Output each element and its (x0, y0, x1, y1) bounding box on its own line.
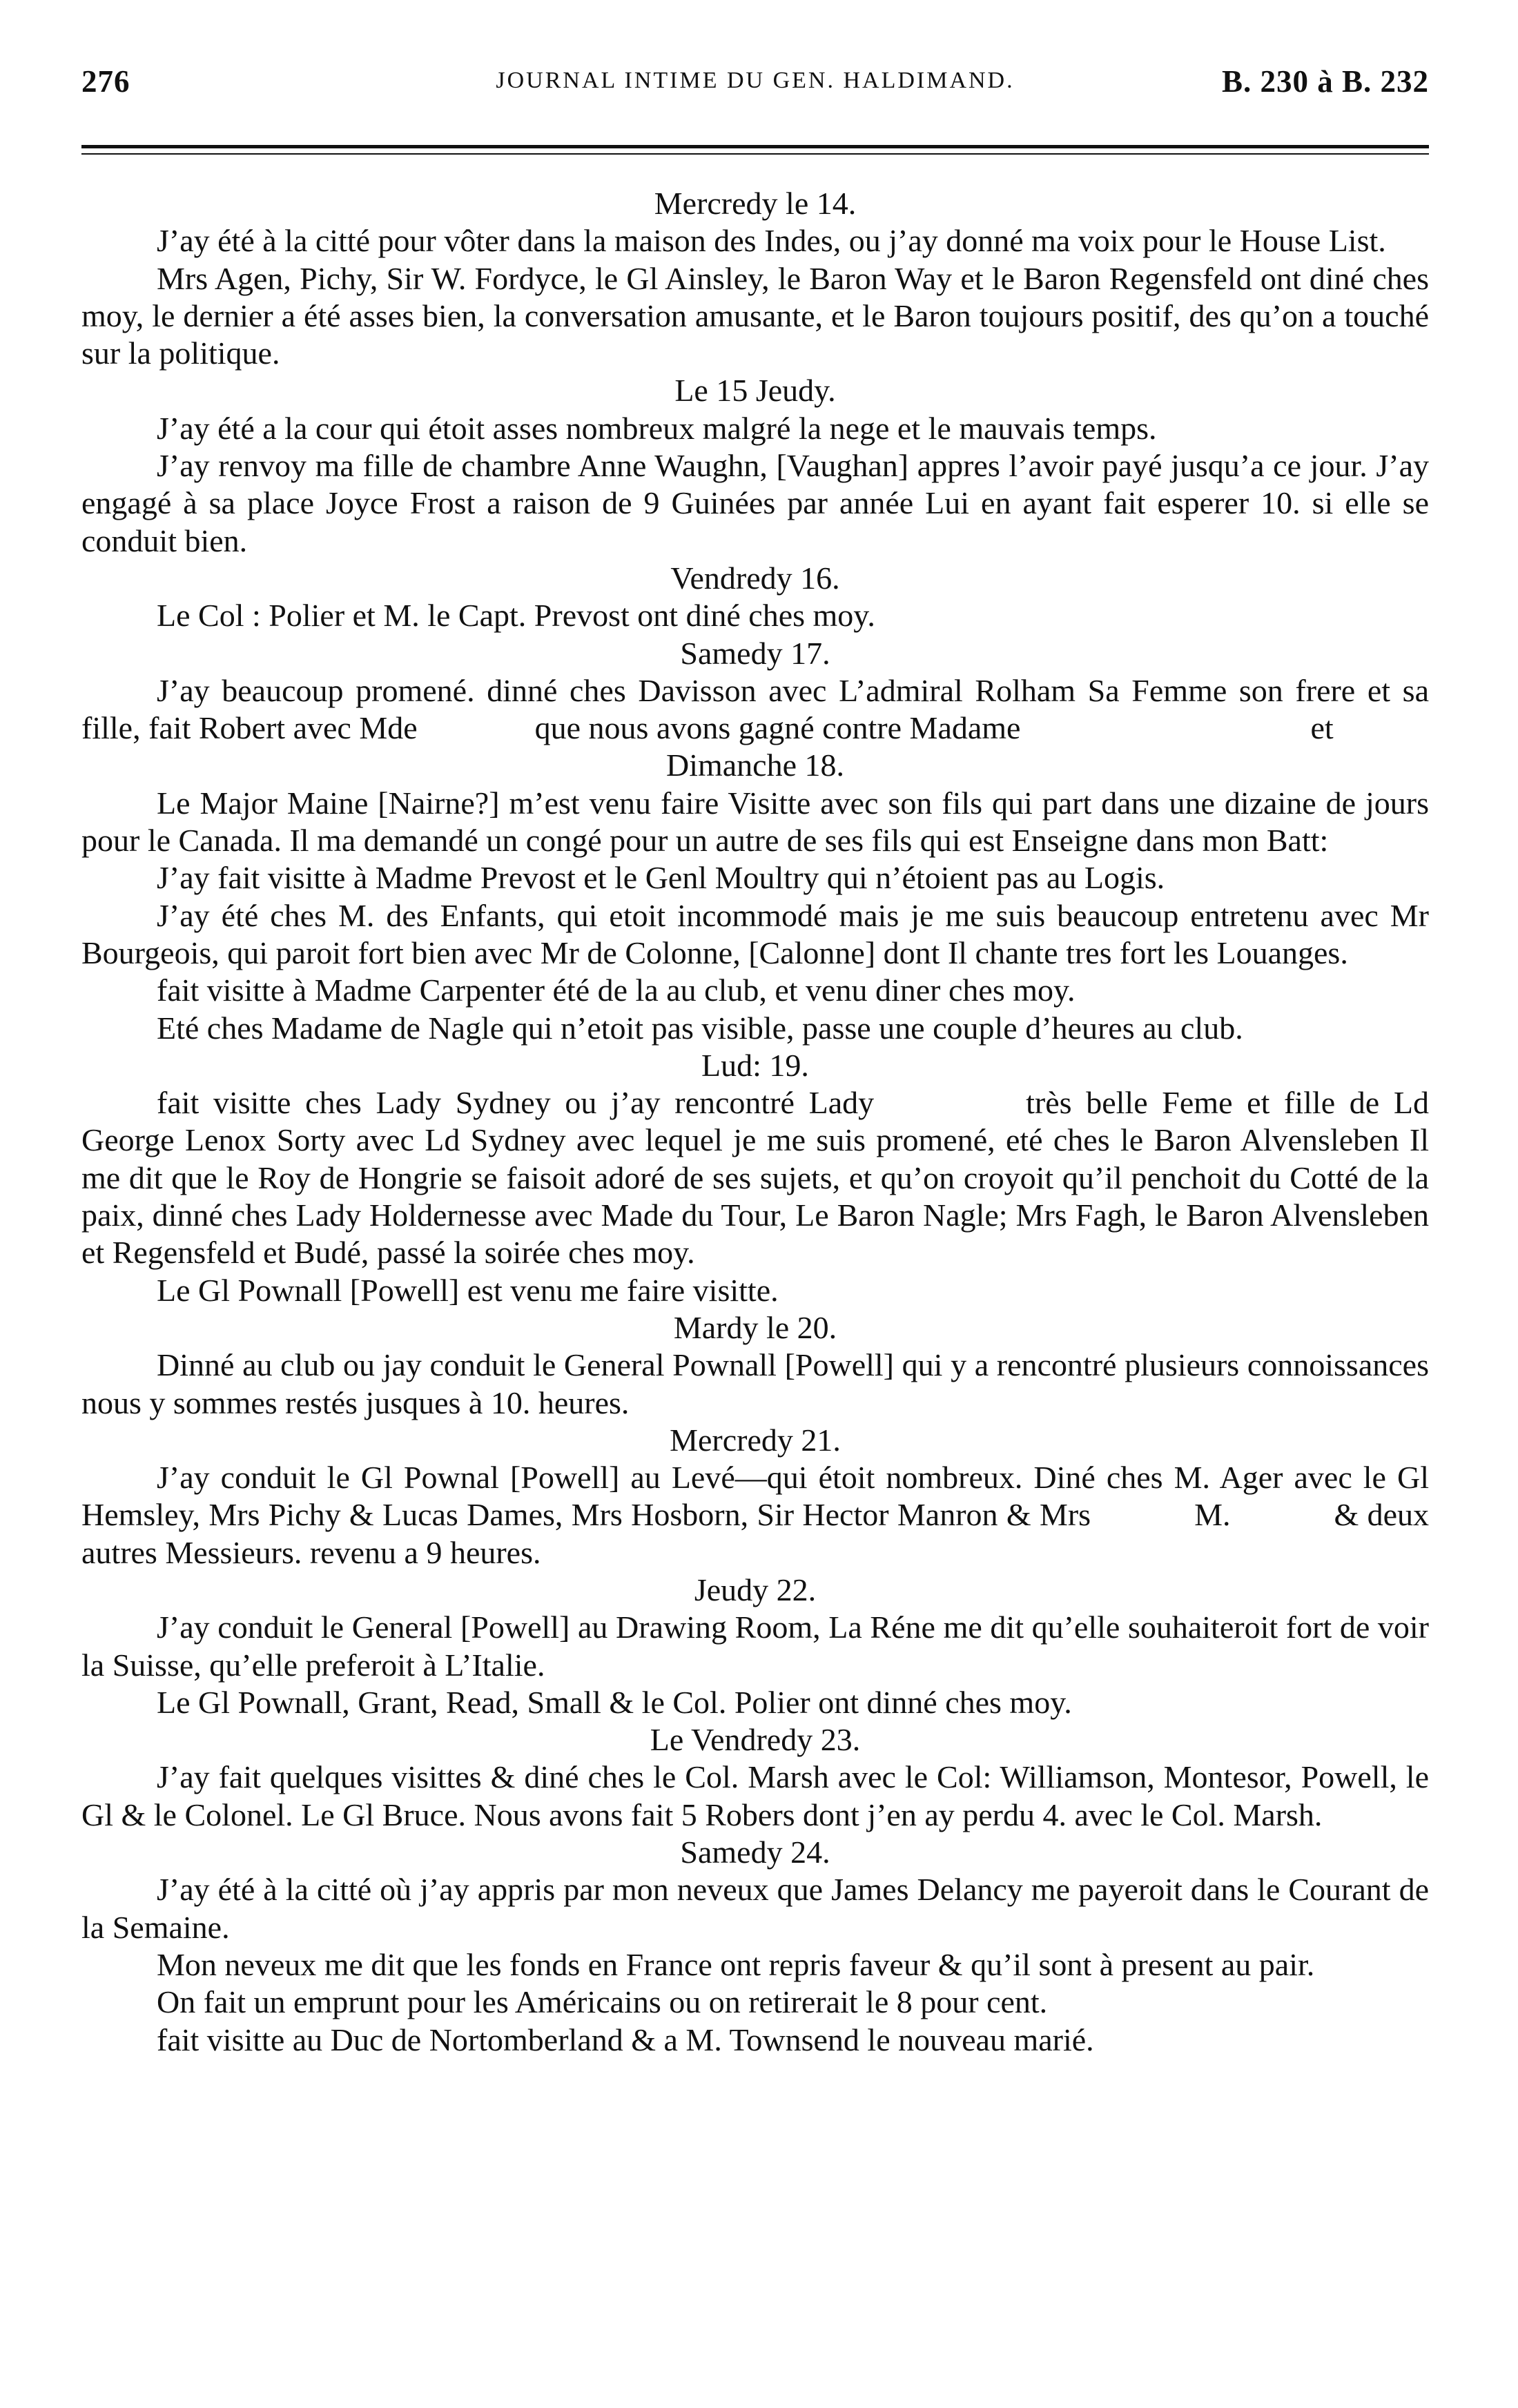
date-heading: Le Vendredy 23. (650, 1722, 861, 1758)
text-segment: J’ay conduit le Gl Pownal [Powell] au Levé—qui étoit nombreux. Diné ches M. Ager avec le Gl Hemsley, Mrs Pichy & Lucas Dames, Mrs Hosborn, Sir Hector Manron & Mrs (81, 1460, 1429, 1533)
journal-paragraph (81, 1084, 1429, 1271)
date-heading: Jeudy 22. (694, 1572, 817, 1607)
journal-paragraph: Le Major Maine [Nairne?] m’est venu faire Visitte avec son fils qui part dans une dizaine de jours pour le Canada. Il ma demandé un congé pour un autre de ses fils qui est Enseigne dans mon Batt: (81, 785, 1429, 859)
text-segment: & deux autres Messieurs. revenu a 9 heures. (81, 1497, 1430, 1570)
text-segment: que nous avons gagné contre Madame (534, 710, 1021, 746)
text-segment: très belle Feme et fille de Ld George Lenox Sorty avec Ld Sydney avec lequel je me suis promené, eté ches le Baron Alvensleben Il me dit que le Roy de Hongrie se faisoit adoré de ses sujets, et qu’on croyoit qu’il penchoit du Cotté de la paix, dinné ches Lady Holdernesse avec Made du Tour, Le Baron Nagle; Mrs Fagh, le Baron Alvensleben et Regensfeld et Budé, passé la soirée ches moy. (81, 1085, 1429, 1271)
running-title: JOURNAL INTIME DU GEN. HALDIMAND. (496, 68, 1015, 93)
journal-body (81, 185, 1429, 2059)
journal-paragraph: J’ay fait quelques visittes & diné ches le Col. Marsh avec le Col: Williamson, Montesor, Powell, le Gl & le Colonel. Le Gl Bruce. Nous avons fait 5 Robers dont j’en ay perdu 4. avec le Col. Marsh. (81, 1759, 1429, 1832)
journal-paragraph: J’ay été a la cour qui étoit asses nombreux malgré la nege et le mauvais temps. (157, 410, 1157, 446)
journal-paragraph: Mon neveux me dit que les fonds en France ont repris faveur & qu’il sont à present au pair. (157, 1946, 1315, 1982)
header-rule-thin (81, 153, 1429, 155)
date-heading: Le 15 Jeudy. (674, 373, 836, 409)
journal-paragraph: J’ay été à la citté où j’ay appris par mon neveux que James Delancy me payeroit dans le Courant de la Semaine. (81, 1872, 1429, 1945)
journal-paragraph: Le Gl Pownall [Powell] est venu me faire visitte. (157, 1272, 779, 1308)
text-segment: et (1310, 710, 1334, 746)
journal-paragraph: Dinné au club ou jay conduit le General Pownall [Powell] qui y a rencontré plusieurs connoissances nous y sommes restés jusques à 10. heures. (81, 1347, 1429, 1420)
date-heading: Mercredy le 14. (654, 186, 857, 221)
journal-paragraph: J’ay renvoy ma fille de chambre Anne Waughn, [Vaughan] appres l’avoir payé jusqu’a ce jour. J’ay engagé à sa place Joyce Frost a raison de 9 Guinées par année Lui en ayant fait esperer 10. si elle se conduit bien. (81, 448, 1429, 558)
date-heading: Samedy 24. (680, 1834, 830, 1870)
journal-paragraph: J’ay été ches M. des Enfants, qui etoit incommodé mais je me suis beaucoup entretenu avec Mr Bourgeois, qui paroit fort bien avec Mr de Colonne, [Calonne] dont Il chante tres fort les Louanges. (81, 897, 1429, 970)
journal-paragraph: J’ay conduit le General [Powell] au Drawing Room, La Réne me dit qu’elle souhaiteroit fort de voir la Suisse, qu’elle preferoit à L’Italie. (81, 1609, 1429, 1683)
journal-paragraph: fait visitte à Madme Carpenter été de la au club, et venu diner ches moy. (157, 972, 1076, 1008)
date-heading: Dimanche 18. (665, 747, 845, 783)
date-heading: Vendredy 16. (670, 560, 840, 596)
text-segment: J’ay beaucoup promené. dinné ches Davisson avec L’admiral Rolham Sa Femme son frere et sa fille, fait Robert avec Mde (81, 672, 1429, 746)
document-range: B. 230 à B. 232 (1221, 64, 1429, 99)
journal-paragraph: On fait un emprunt pour les Américains ou on retirerait le 8 pour cent. (157, 1984, 1048, 2020)
header-rule-thick (81, 145, 1429, 148)
journal-paragraph: J’ay fait visitte à Madme Prevost et le Genl Moultry qui n’étoient pas au Logis. (157, 860, 1165, 896)
date-heading: Lud: 19. (701, 1047, 809, 1083)
journal-paragraph: Eté ches Madame de Nagle qui n’etoit pas visible, passe une couple d’heures au club. (157, 1010, 1243, 1046)
journal-paragraph: fait visitte au Duc de Nortomberland & a M. Townsend le nouveau marié. (157, 2022, 1094, 2057)
journal-paragraph (81, 672, 1429, 747)
text-segment: M. (1194, 1497, 1231, 1533)
text-segment: fait visitte ches Lady Sydney ou j’ay rencontré Lady (157, 1085, 875, 1121)
date-heading: Mercredy 21. (670, 1422, 841, 1458)
journal-paragraph: Mrs Agen, Pichy, Sir W. Fordyce, le Gl Ainsley, le Baron Way et le Baron Regensfeld ont diné ches moy, le dernier a été asses bien, la conversation amusante, et le Baron toujours positif, des qu’on a touché sur la politique. (81, 260, 1429, 371)
date-heading: Mardy le 20. (673, 1309, 837, 1345)
page-number: 276 (81, 64, 130, 99)
journal-paragraph (81, 1459, 1429, 1572)
page-header (81, 63, 1429, 112)
journal-paragraph: Le Gl Pownall, Grant, Read, Small & le Col. Polier ont dinné ches moy. (157, 1684, 1072, 1720)
journal-paragraph: J’ay été à la citté pour vôter dans la maison des Indes, ou j’ay donné ma voix pour le House List. (157, 223, 1386, 259)
journal-paragraph: Le Col : Polier et M. le Capt. Prevost ont diné ches moy. (157, 598, 875, 634)
date-heading: Samedy 17. (680, 635, 830, 671)
